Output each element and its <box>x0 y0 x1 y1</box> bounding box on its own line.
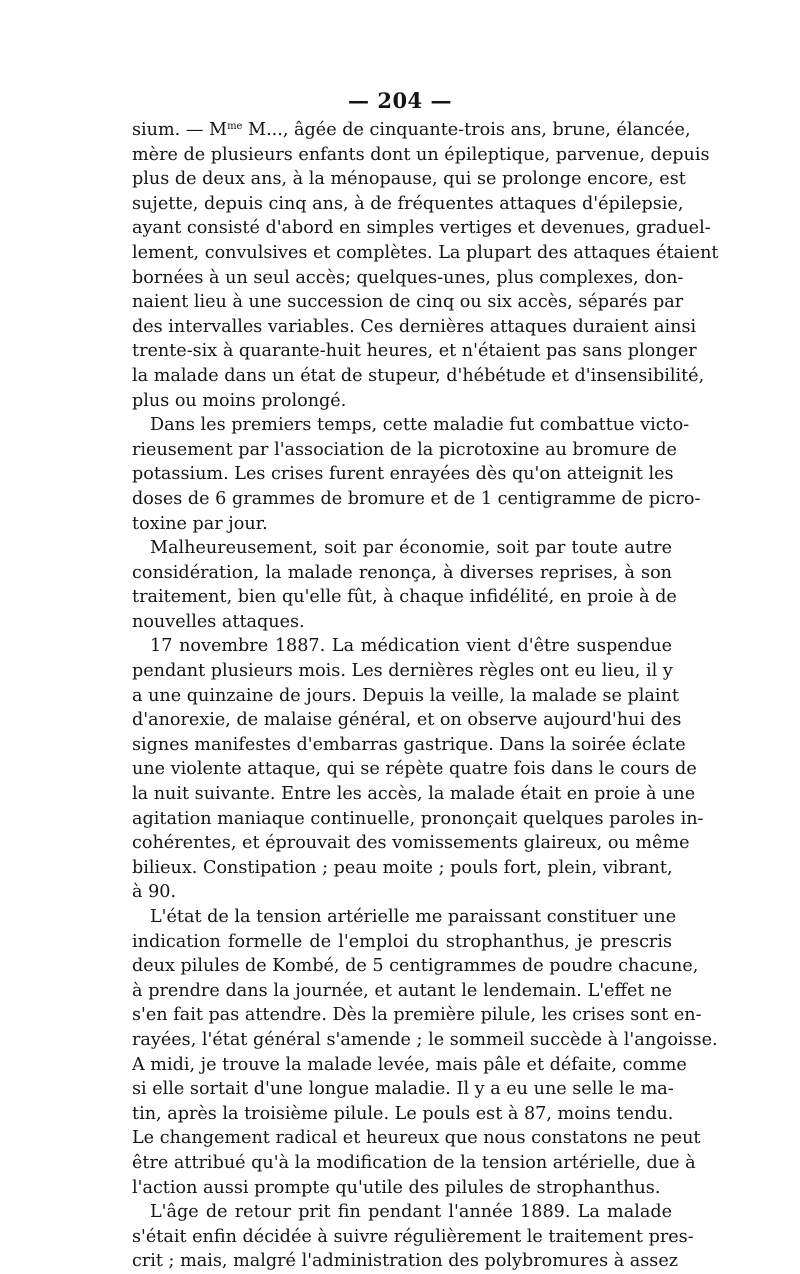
text-line: la malade dans un état de stupeur, d'hébétude et d'insensibilité, <box>132 365 705 386</box>
text-line: trente-six à quarante-huit heures, et n'étaient pas sans plonger <box>132 341 697 362</box>
paragraph <box>132 1200 694 1274</box>
paragraph <box>132 634 704 905</box>
text-line: L'état de la tension artérielle me paraissant constituer une <box>150 907 677 927</box>
text-line: potassium. Les crises furent enrayées dès qu'on atteignit les <box>132 464 674 485</box>
text-line: bornées à un seul accès; quelques-unes, plus complexes, don- <box>132 267 684 288</box>
text-line: une violente attaque, qui se répète quatre fois dans le cours de <box>132 759 697 780</box>
text-line: à prendre dans la journée, et autant le lendemain. L'effet ne <box>132 980 672 1001</box>
text-line: L'âge de retour prit fin pendant l'année 1889. La malade <box>150 1202 672 1223</box>
paragraph <box>132 118 719 413</box>
text-line: agitation maniaque continuelle, prononçait quelques paroles in- <box>132 808 704 829</box>
text-line: Malheureusement, soit par économie, soit par toute autre <box>150 538 672 559</box>
body-text <box>132 118 719 1274</box>
text-line: deux pilules de Kombé, de 5 centigrammes de poudre chacune, <box>132 956 699 977</box>
paragraph <box>132 413 701 536</box>
text-line: pendant plusieurs mois. Les dernières règles ont eu lieu, il y <box>132 661 673 682</box>
text-line: Le changement radical et heureux que nous constatons ne peut <box>132 1128 701 1149</box>
text-line: la nuit suivante. Entre les accès, la malade était en proie à une <box>132 784 696 805</box>
text-line: plus ou moins prolongé. <box>132 390 347 411</box>
text-line: rayées, l'état général s'amende ; le sommeil succède à l'angoisse. <box>132 1029 718 1050</box>
paragraph <box>132 905 718 1200</box>
text-line: considération, la malade renonça, à diverses reprises, à son <box>132 562 672 583</box>
text-line: rieusement par l'association de la picrotoxine au bromure de <box>132 439 677 460</box>
text-line: bilieux. Constipation ; peau moite ; pouls fort, plein, vibrant, <box>132 857 673 878</box>
text-line: mère de plusieurs enfants dont un épileptique, parvenue, depuis <box>132 144 710 165</box>
text-line: sium. — $M^{me}$ M..., âgée de cinquante-trois ans, brune, élancée, <box>132 120 691 140</box>
page-number: — 204 — <box>348 88 452 113</box>
text-line: être attribué qu'à la modification de la tension artérielle, due à <box>132 1152 696 1173</box>
text-line: a une quinzaine de jours. Depuis la veille, la malade se plaint <box>132 685 679 706</box>
text-line: crit ; mais, malgré l'administration des polybromures à assez <box>132 1251 679 1272</box>
text-line: plus de deux ans, à la ménopause, qui se prolonge encore, est <box>132 169 686 190</box>
text-line: toxine par jour. <box>132 513 268 534</box>
text-line: ayant consisté d'abord en simples vertiges et devenues, graduel- <box>132 218 711 239</box>
superscript: me <box>227 121 243 132</box>
text-line: traitement, bien qu'elle fût, à chaque infidélité, en proie à de <box>132 587 677 608</box>
text-line: Dans les premiers temps, cette maladie fut combattue victo- <box>150 415 690 436</box>
text-line: si elle sortait d'une longue maladie. Il y a eu une selle le ma- <box>132 1079 674 1100</box>
text-line: nouvelles attaques. <box>132 611 305 632</box>
text-line: A midi, je trouve la malade levée, mais pâle et défaite, comme <box>132 1054 687 1075</box>
text-line: tin, après la troisième pilule. Le pouls est à 87, moins tendu. <box>132 1103 674 1124</box>
text-line: des intervalles variables. Ces dernières attaques duraient ainsi <box>132 316 697 337</box>
text-line: 17 novembre 1887. La médication vient d'être suspendue <box>150 636 672 657</box>
text-line: d'anorexie, de malaise général, et on observe aujourd'hui des <box>132 710 682 731</box>
text-line: indication formelle de l'emploi du strophanthus, je prescris <box>132 931 672 952</box>
text-line: s'était enfin décidée à suivre régulièrement le traitement pres- <box>132 1226 694 1247</box>
text-line: sujette, depuis cinq ans, à de fréquentes attaques d'épilepsie, <box>132 193 684 214</box>
text-line: cohérentes, et éprouvait des vomissements glaireux, ou même <box>132 833 690 854</box>
text-line: doses de 6 grammes de bromure et de 1 centigramme de picro- <box>132 488 701 509</box>
paragraph <box>132 536 677 634</box>
text-line: signes manifestes d'embarras gastrique. Dans la soirée éclate <box>132 734 686 755</box>
text-line: s'en fait pas attendre. Dès la première pilule, les crises sont en- <box>132 1005 702 1026</box>
text-line: lement, convulsives et complètes. La plupart des attaques étaient <box>132 242 719 263</box>
text-line: l'action aussi prompte qu'utile des pilules de strophanthus. <box>132 1177 661 1198</box>
text-line: à 90. <box>132 882 177 903</box>
text-line: naient lieu à une succession de cinq ou six accès, séparés par <box>132 292 684 313</box>
